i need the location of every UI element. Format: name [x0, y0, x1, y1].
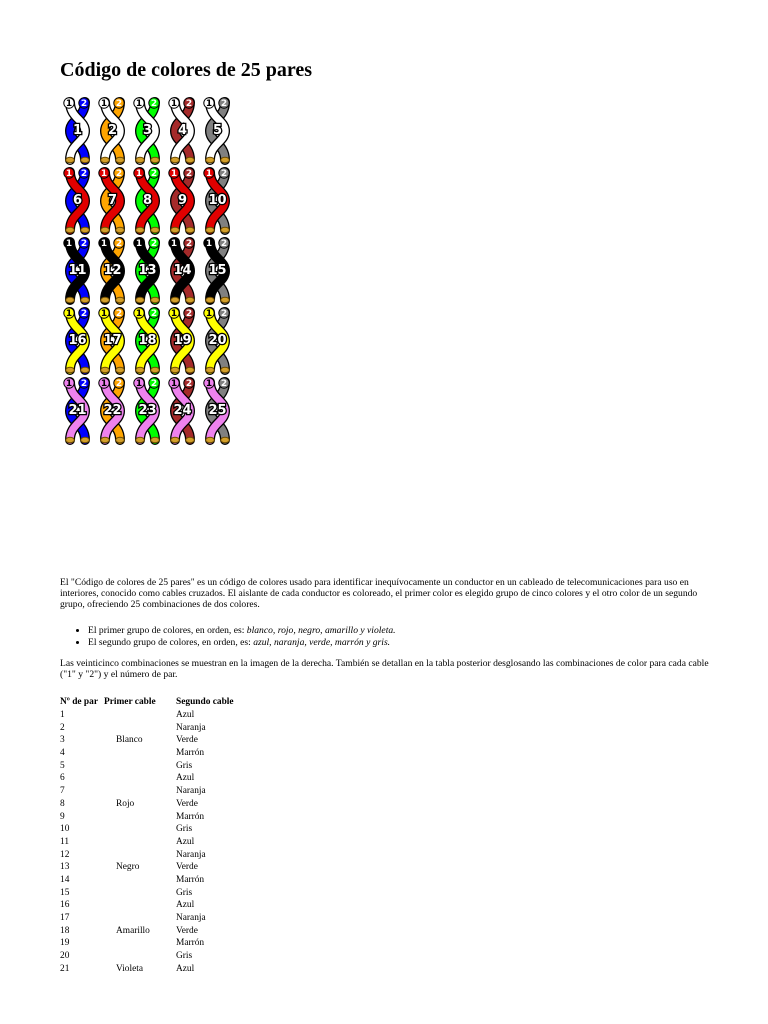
- cell-second-wire: Naranja: [176, 722, 206, 733]
- copper-end-icon: [151, 227, 160, 233]
- cell-first-wire: Blanco: [116, 735, 143, 746]
- wire-pair: [130, 306, 165, 376]
- pair-number: 1: [72, 123, 83, 138]
- cell-pair-number: 13: [60, 862, 70, 873]
- svg-text:1: 1: [65, 379, 73, 390]
- table-row: [58, 924, 236, 937]
- cell-second-wire: Marrón: [176, 938, 205, 949]
- svg-text:2: 2: [80, 309, 88, 320]
- cell-first-wire: Rojo: [116, 798, 135, 809]
- cell-first-wire: [102, 709, 174, 722]
- cell-first-wire: [102, 836, 174, 849]
- copper-end-icon: [116, 227, 125, 233]
- copper-end-icon: [66, 157, 75, 163]
- copper-end-icon: [81, 297, 90, 303]
- cell-pair-number: 16: [60, 900, 70, 911]
- cell-second-wire: Gris: [176, 887, 193, 898]
- cell-second-wire: Marrón: [176, 874, 205, 885]
- svg-text:1: 1: [205, 169, 213, 180]
- pair-number: 4: [177, 123, 188, 138]
- table-row: [58, 886, 236, 899]
- note-paragraph: Las veinticinco combinaciones se muestran en la imagen de la derecha. También se detallan en la tabla posterior desglosando las combinaciones de color para cada cable ("1" y "2") y el número de par.: [60, 658, 709, 680]
- wire-pair: [60, 306, 95, 376]
- svg-text:1: 1: [100, 309, 108, 320]
- copper-end-icon: [186, 437, 195, 443]
- svg-text:2: 2: [115, 99, 123, 110]
- pair-number: 19: [173, 333, 192, 348]
- copper-end-icon: [171, 227, 180, 233]
- svg-text:2: 2: [80, 99, 88, 110]
- pair-number: 25: [208, 403, 227, 418]
- cell-first-wire: [102, 886, 174, 899]
- svg-text:2: 2: [220, 239, 228, 250]
- cell-first-wire: Amarillo: [116, 925, 150, 936]
- copper-end-icon: [66, 367, 75, 373]
- svg-text:1: 1: [205, 99, 213, 110]
- pair-number: 17: [103, 333, 122, 348]
- copper-end-icon: [151, 437, 160, 443]
- pair-number: 5: [212, 123, 223, 138]
- copper-end-icon: [116, 157, 125, 163]
- svg-text:2: 2: [220, 379, 228, 390]
- wire-pair: [165, 236, 200, 306]
- cell-first-wire: [102, 937, 174, 950]
- pair-number: 22: [103, 403, 122, 418]
- intro-paragraph: El "Código de colores de 25 pares" es un código de colores usado para identificar inequívocamente un conductor en un cableado de telecomunicaciones para uso en interiores, conocido como cables cruzados. El aislante de cada conductor es coloreado, el primer color es elegido grupo de cinco colores y el otro color de un segundo grupo, ofreciendo 25 combinaciones de dos colores.: [60, 577, 698, 610]
- table-row: [58, 836, 236, 849]
- list-item: [88, 637, 396, 649]
- pair-number: 9: [177, 193, 188, 208]
- cell-second-wire: Azul: [176, 963, 195, 974]
- wire-pair: [200, 306, 235, 376]
- svg-text:2: 2: [185, 239, 193, 250]
- cell-second-wire: Azul: [176, 773, 195, 784]
- cell-first-wire: [102, 848, 174, 861]
- svg-text:1: 1: [205, 239, 213, 250]
- header-second-wire: Segundo cable: [176, 697, 234, 708]
- group-colors: blanco, rojo, negro, amarillo y violeta.: [246, 625, 396, 636]
- copper-end-icon: [206, 227, 215, 233]
- svg-text:2: 2: [80, 239, 88, 250]
- copper-end-icon: [221, 437, 230, 443]
- table-row: [58, 772, 236, 785]
- pair-number: 20: [208, 333, 227, 348]
- svg-text:2: 2: [185, 379, 193, 390]
- table-row: [58, 721, 236, 734]
- cell-pair-number: 19: [60, 938, 70, 949]
- svg-text:2: 2: [150, 309, 158, 320]
- cell-first-wire: [102, 772, 174, 785]
- wire-pair: [95, 236, 130, 306]
- copper-end-icon: [186, 297, 195, 303]
- cell-second-wire: Marrón: [176, 748, 205, 759]
- cell-pair-number: 12: [60, 849, 70, 860]
- table-row: [58, 937, 236, 950]
- wire-pair: [95, 306, 130, 376]
- cell-pair-number: 15: [60, 887, 70, 898]
- cell-second-wire: Verde: [176, 735, 198, 746]
- pair-number: 11: [68, 263, 87, 278]
- copper-end-icon: [221, 157, 230, 163]
- copper-end-icon: [101, 297, 110, 303]
- cell-first-wire: [102, 912, 174, 925]
- svg-text:1: 1: [135, 309, 143, 320]
- wire-pair: [60, 236, 95, 306]
- wire-pair: [60, 376, 95, 446]
- copper-end-icon: [136, 297, 145, 303]
- svg-text:2: 2: [115, 239, 123, 250]
- svg-text:1: 1: [100, 239, 108, 250]
- table-header-row: [58, 696, 236, 709]
- svg-text:1: 1: [100, 379, 108, 390]
- cell-second-wire: Verde: [176, 925, 198, 936]
- svg-text:2: 2: [150, 169, 158, 180]
- svg-text:1: 1: [170, 239, 178, 250]
- pair-number: 15: [208, 263, 227, 278]
- cell-first-wire: Violeta: [116, 963, 144, 974]
- copper-end-icon: [151, 157, 160, 163]
- copper-end-icon: [221, 367, 230, 373]
- svg-text:2: 2: [220, 309, 228, 320]
- cell-pair-number: 1: [60, 710, 65, 721]
- svg-text:1: 1: [170, 99, 178, 110]
- svg-text:1: 1: [100, 99, 108, 110]
- cell-second-wire: Azul: [176, 710, 195, 721]
- cell-first-wire: [102, 785, 174, 798]
- cell-first-wire: [102, 823, 174, 836]
- table-row: [58, 899, 236, 912]
- group-colors: azul, naranja, verde, marrón y gris.: [253, 637, 391, 648]
- svg-text:1: 1: [135, 379, 143, 390]
- cell-second-wire: Gris: [176, 951, 193, 962]
- table-row: [58, 861, 236, 874]
- svg-text:2: 2: [115, 309, 123, 320]
- copper-end-icon: [186, 367, 195, 373]
- pair-number: 24: [173, 403, 192, 418]
- table-row: [58, 759, 236, 772]
- pair-number: 10: [208, 193, 227, 208]
- copper-end-icon: [136, 367, 145, 373]
- header-pair-number: Nº de par: [60, 697, 98, 708]
- table-row: [58, 798, 236, 811]
- cell-first-wire: [102, 950, 174, 963]
- cell-second-wire: Gris: [176, 824, 193, 835]
- cell-pair-number: 9: [60, 811, 65, 822]
- table-row: [58, 912, 236, 925]
- svg-text:1: 1: [170, 379, 178, 390]
- copper-end-icon: [171, 367, 180, 373]
- svg-text:1: 1: [65, 309, 73, 320]
- copper-end-icon: [186, 227, 195, 233]
- cell-pair-number: 7: [60, 786, 65, 797]
- cell-pair-number: 21: [60, 963, 70, 974]
- table-row: [58, 810, 236, 823]
- table-row: [58, 950, 236, 963]
- table-row: [58, 734, 236, 747]
- pair-diagram-grid: [60, 96, 235, 446]
- cell-pair-number: 4: [60, 748, 65, 759]
- svg-text:2: 2: [150, 379, 158, 390]
- cell-first-wire: Negro: [116, 862, 140, 873]
- cell-pair-number: 8: [60, 798, 65, 809]
- copper-end-icon: [221, 297, 230, 303]
- wire-pair: [130, 376, 165, 446]
- copper-end-icon: [151, 367, 160, 373]
- cell-pair-number: 17: [60, 913, 70, 924]
- cell-second-wire: Marrón: [176, 811, 205, 822]
- table-row: [58, 747, 236, 760]
- copper-end-icon: [116, 367, 125, 373]
- cell-first-wire: [102, 810, 174, 823]
- copper-end-icon: [206, 367, 215, 373]
- wire-pair: [95, 96, 130, 166]
- copper-end-icon: [101, 157, 110, 163]
- cell-second-wire: Verde: [176, 798, 198, 809]
- cell-first-wire: [102, 759, 174, 772]
- copper-end-icon: [81, 157, 90, 163]
- cell-second-wire: Azul: [176, 836, 195, 847]
- wire-pair: [130, 96, 165, 166]
- wire-pair: [200, 236, 235, 306]
- cell-second-wire: Naranja: [176, 849, 206, 860]
- svg-text:1: 1: [135, 99, 143, 110]
- copper-end-icon: [221, 227, 230, 233]
- copper-end-icon: [66, 297, 75, 303]
- copper-end-icon: [206, 297, 215, 303]
- cell-pair-number: 14: [60, 874, 70, 885]
- svg-text:2: 2: [185, 169, 193, 180]
- svg-text:1: 1: [65, 239, 73, 250]
- svg-text:1: 1: [135, 239, 143, 250]
- svg-text:2: 2: [220, 99, 228, 110]
- copper-end-icon: [136, 157, 145, 163]
- cell-pair-number: 11: [60, 836, 70, 847]
- copper-end-icon: [116, 437, 125, 443]
- wire-pair: [60, 166, 95, 236]
- copper-end-icon: [136, 437, 145, 443]
- pair-number: 21: [68, 403, 87, 418]
- group-lead: El primer grupo de colores, en orden, es:: [88, 625, 247, 636]
- wire-pair: [165, 96, 200, 166]
- svg-text:1: 1: [65, 99, 73, 110]
- pair-number: 3: [142, 123, 153, 138]
- copper-end-icon: [186, 157, 195, 163]
- copper-end-icon: [101, 367, 110, 373]
- copper-end-icon: [81, 227, 90, 233]
- cell-second-wire: Naranja: [176, 786, 206, 797]
- pair-number: 8: [142, 193, 153, 208]
- svg-text:2: 2: [115, 169, 123, 180]
- cell-second-wire: Gris: [176, 760, 193, 771]
- wire-pair: [200, 96, 235, 166]
- svg-text:1: 1: [135, 169, 143, 180]
- wire-pair: [200, 166, 235, 236]
- copper-end-icon: [81, 437, 90, 443]
- svg-text:1: 1: [65, 169, 73, 180]
- cell-first-wire: [102, 747, 174, 760]
- copper-end-icon: [136, 227, 145, 233]
- cell-first-wire: [102, 874, 174, 887]
- copper-end-icon: [66, 227, 75, 233]
- group-lead: El segundo grupo de colores, en orden, es:: [88, 637, 254, 648]
- svg-text:2: 2: [185, 309, 193, 320]
- header-first-wire: Primer cable: [104, 697, 156, 708]
- wire-pair: [165, 376, 200, 446]
- cell-second-wire: Naranja: [176, 913, 206, 924]
- color-code-table: [58, 696, 236, 975]
- svg-text:2: 2: [115, 379, 123, 390]
- copper-end-icon: [116, 297, 125, 303]
- cell-second-wire: Azul: [176, 900, 195, 911]
- table-row: [58, 874, 236, 887]
- copper-end-icon: [66, 437, 75, 443]
- wire-pair: [95, 166, 130, 236]
- svg-text:1: 1: [100, 169, 108, 180]
- cell-pair-number: 18: [60, 925, 70, 936]
- wire-pair: [95, 376, 130, 446]
- table-row: [58, 848, 236, 861]
- cell-first-wire: [102, 899, 174, 912]
- copper-end-icon: [171, 157, 180, 163]
- cell-second-wire: Verde: [176, 862, 198, 873]
- table-row: [58, 823, 236, 836]
- cell-pair-number: 2: [60, 722, 65, 733]
- svg-text:1: 1: [205, 309, 213, 320]
- wire-pair: [165, 306, 200, 376]
- svg-text:2: 2: [185, 99, 193, 110]
- pair-number: 6: [72, 193, 83, 208]
- pair-number: 16: [68, 333, 87, 348]
- copper-end-icon: [151, 297, 160, 303]
- copper-end-icon: [206, 437, 215, 443]
- svg-text:2: 2: [150, 99, 158, 110]
- cell-pair-number: 20: [60, 951, 70, 962]
- copper-end-icon: [206, 157, 215, 163]
- list-item: [88, 625, 396, 637]
- svg-text:2: 2: [80, 379, 88, 390]
- cell-pair-number: 5: [60, 760, 65, 771]
- svg-text:2: 2: [80, 169, 88, 180]
- svg-text:2: 2: [150, 239, 158, 250]
- copper-end-icon: [171, 297, 180, 303]
- pair-number: 13: [138, 263, 157, 278]
- wire-pair: [130, 166, 165, 236]
- copper-end-icon: [171, 437, 180, 443]
- pair-number: 7: [107, 193, 118, 208]
- pair-number: 23: [138, 403, 157, 418]
- cell-pair-number: 6: [60, 773, 65, 784]
- svg-text:1: 1: [205, 379, 213, 390]
- color-groups-list: [60, 625, 396, 649]
- svg-text:1: 1: [170, 309, 178, 320]
- wire-pair: [60, 96, 95, 166]
- wire-pair: [130, 236, 165, 306]
- wire-pair: [200, 376, 235, 446]
- table-row: [58, 709, 236, 722]
- page-title: Código de colores de 25 pares: [60, 59, 313, 81]
- cell-first-wire: [102, 721, 174, 734]
- wire-pair: [165, 166, 200, 236]
- copper-end-icon: [101, 437, 110, 443]
- table-row: [58, 962, 236, 975]
- copper-end-icon: [101, 227, 110, 233]
- cell-pair-number: 3: [60, 735, 65, 746]
- svg-text:1: 1: [170, 169, 178, 180]
- copper-end-icon: [81, 367, 90, 373]
- svg-text:2: 2: [220, 169, 228, 180]
- pair-number: 18: [138, 333, 157, 348]
- table-row: [58, 785, 236, 798]
- pair-number: 12: [103, 263, 122, 278]
- pair-number: 14: [173, 263, 192, 278]
- pair-number: 2: [107, 123, 118, 138]
- cell-pair-number: 10: [60, 824, 70, 835]
